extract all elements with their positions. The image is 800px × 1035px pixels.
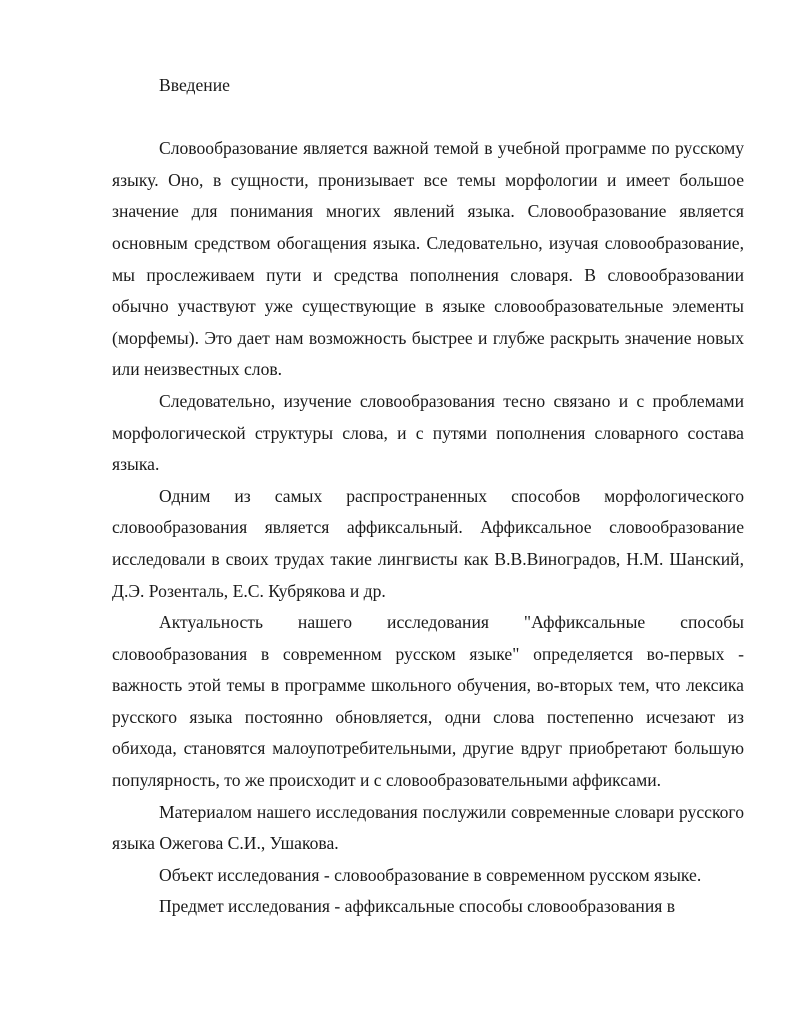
paragraph-5: Материалом нашего исследования послужили современные словари русского языка Ожегова С.И., Ушакова.: [112, 801, 744, 854]
paragraph-6: Объект исследования - словообразование в современном русском языке.: [159, 864, 702, 885]
paragraph-3: Одним из самых распространенных способов морфологического словообразования является аффиксальный. Аффиксальное словообразование исследовали в своих трудах такие лингвисты как В.В.Виноградов, Н.М. Шанский, Д.Э. Розенталь, Е.С. Кубрякова и др.: [112, 485, 744, 601]
paragraph-2: Следовательно, изучение словообразования тесно связано и с проблемами морфологической структуры слова, и с путями пополнения словарного состава языка.: [112, 390, 744, 475]
paragraph-1: Словообразование является важной темой в учебной программе по русскому языку. Оно, в сущности, пронизывает все темы морфологии и имеет большое значение для понимания многих явлений языка. Словообразование является основным средством обогащения языка. Следовательно, изучая словообразование, мы прослеживаем пути и средства пополнения словаря. В словообразовании обычно участвуют уже существующие в языке словообразовательные элементы (морфемы). Это дает нам возможность быстрее и глубже раскрыть значение новых или неизвестных слов.: [112, 138, 744, 380]
heading-spacer: [112, 102, 744, 134]
paragraph-7: Предмет исследования - аффиксальные способы словообразования в: [159, 896, 676, 917]
document-body: [112, 70, 744, 923]
section-heading: Введение: [159, 75, 230, 95]
paragraph-4: Актуальность нашего исследования "Аффиксальные способы словообразования в современном русском языке" определяется во-первых - важность этой темы в программе школьного обучения, во-вторых тем, что лексика русского языка постоянно обновляется, одни слова постепенно исчезают из обихода, становятся малоупотребительными, другие вдруг приобретают большую популярность, то же происходит и с словообразовательными аффиксами.: [112, 612, 744, 791]
